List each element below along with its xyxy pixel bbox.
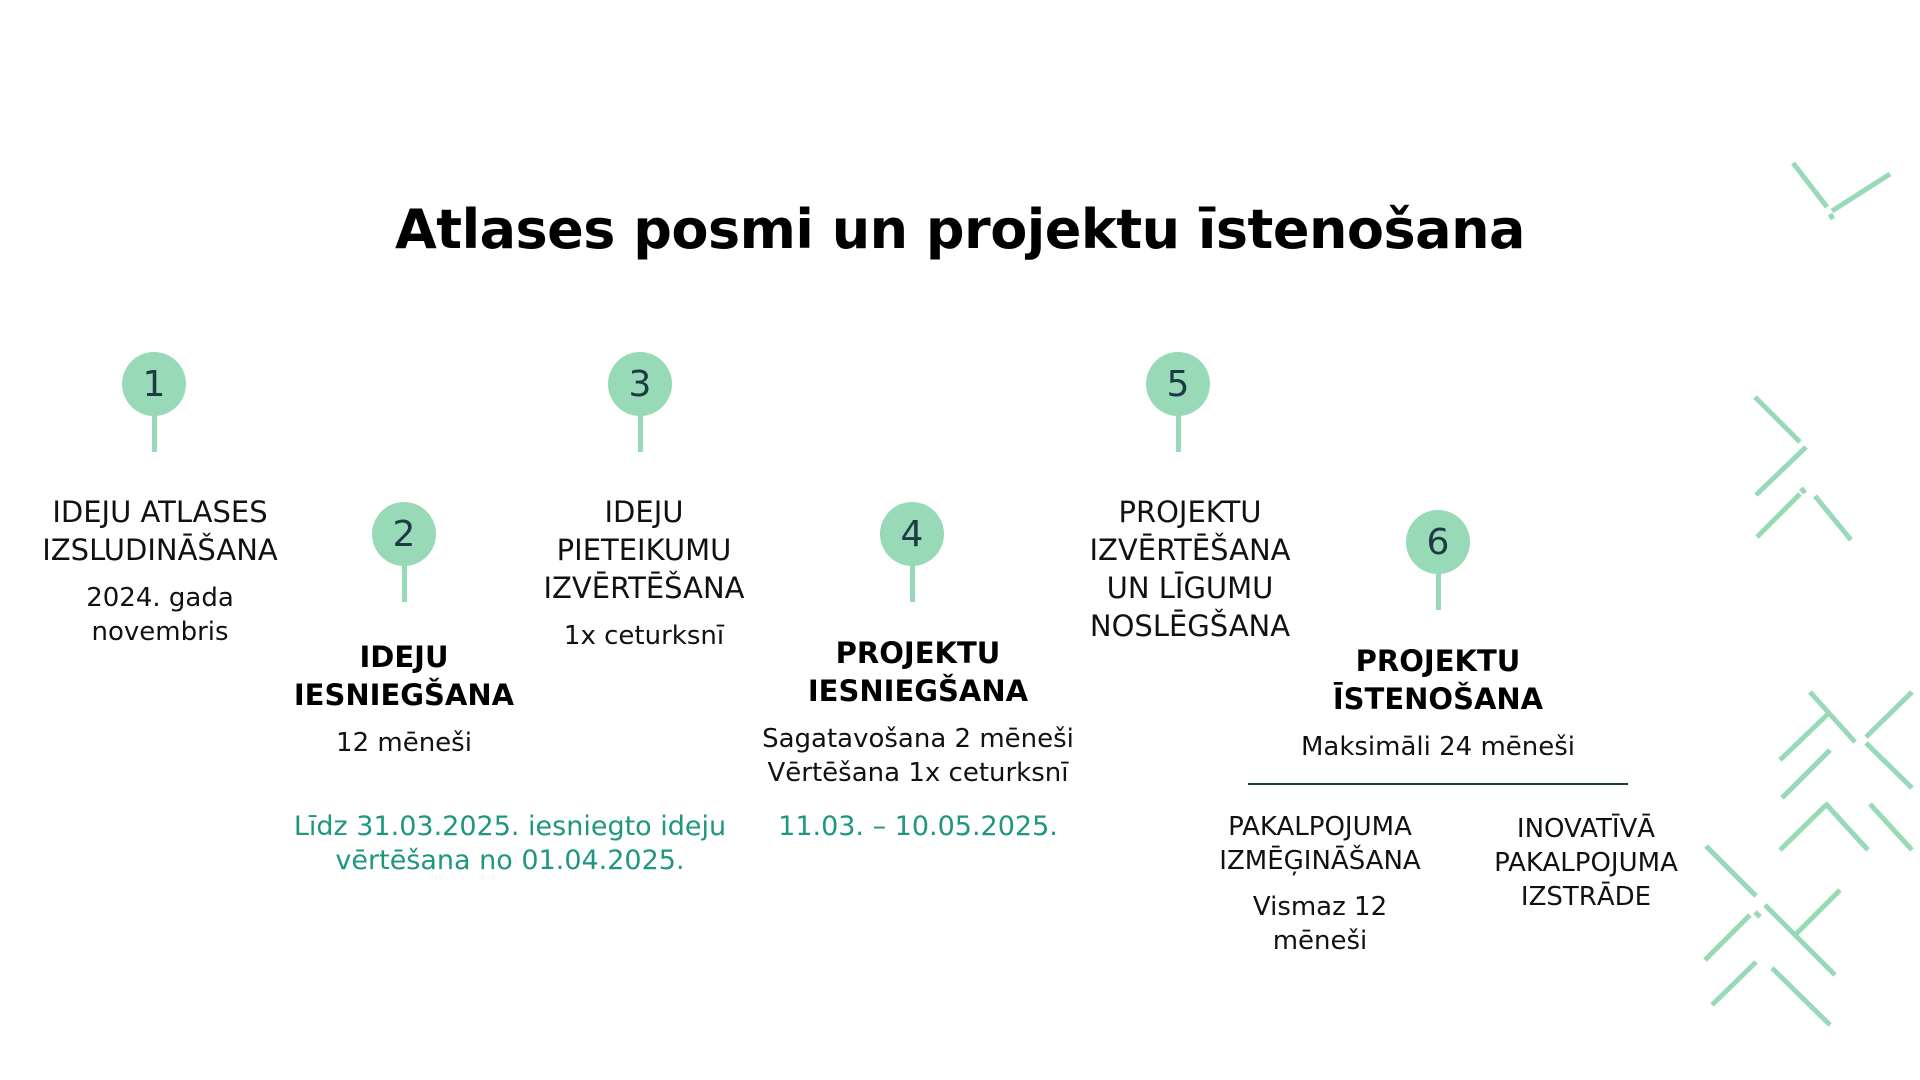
step-3-detail: 1x ceturksnī — [563, 621, 725, 651]
step-6-label: PROJEKTU ĪSTENOŠANA — [1332, 644, 1544, 716]
step-2-number: 2 — [372, 502, 436, 566]
step-1-detail: 2024. gada novembris — [86, 583, 234, 647]
step-5-number: 5 — [1146, 352, 1210, 416]
substep-1-detail: Vismaz 12 mēneši — [1252, 892, 1388, 956]
page-title: Atlases posmi un projektu īstenošana — [394, 198, 1525, 261]
step-3-number: 3 — [608, 352, 672, 416]
step-5-label: PROJEKTU IZVĒRTĒŠANA UN LĪGUMU NOSLĒGŠANA — [1089, 495, 1291, 643]
step-6-number: 6 — [1406, 510, 1470, 574]
step-2-note-text: Līdz 31.03.2025. iesniegto ideju vērtēšana no 01.04.2025. — [293, 811, 727, 876]
step-6-detail: Maksimāli 24 mēneši — [1300, 732, 1576, 762]
step-4-number: 4 — [880, 502, 944, 566]
step-1-number: 1 — [122, 352, 186, 416]
step-2-label: IDEJU IESNIEGŠANA — [293, 640, 515, 712]
step-1-label: IDEJU ATLASES IZSLUDINĀŠANA — [42, 495, 278, 567]
step-4-label: PROJEKTU IESNIEGŠANA — [807, 636, 1029, 708]
substep-1-label: PAKALPOJUMA IZMĒĢINĀŠANA — [1219, 812, 1421, 876]
step-3-label: IDEJU PIETEIKUMU IZVĒRTĒŠANA — [543, 495, 745, 605]
step-4-note: 11.03. – 10.05.2025. — [778, 811, 1058, 842]
substep-2-label: INOVATĪVĀ PAKALPOJUMA IZSTRĀDE — [1494, 814, 1678, 912]
step-4-detail: Sagatavošana 2 mēneši Vērtēšana 1x ceturksnī — [762, 724, 1074, 788]
step-2-detail: 12 mēneši — [336, 728, 472, 758]
